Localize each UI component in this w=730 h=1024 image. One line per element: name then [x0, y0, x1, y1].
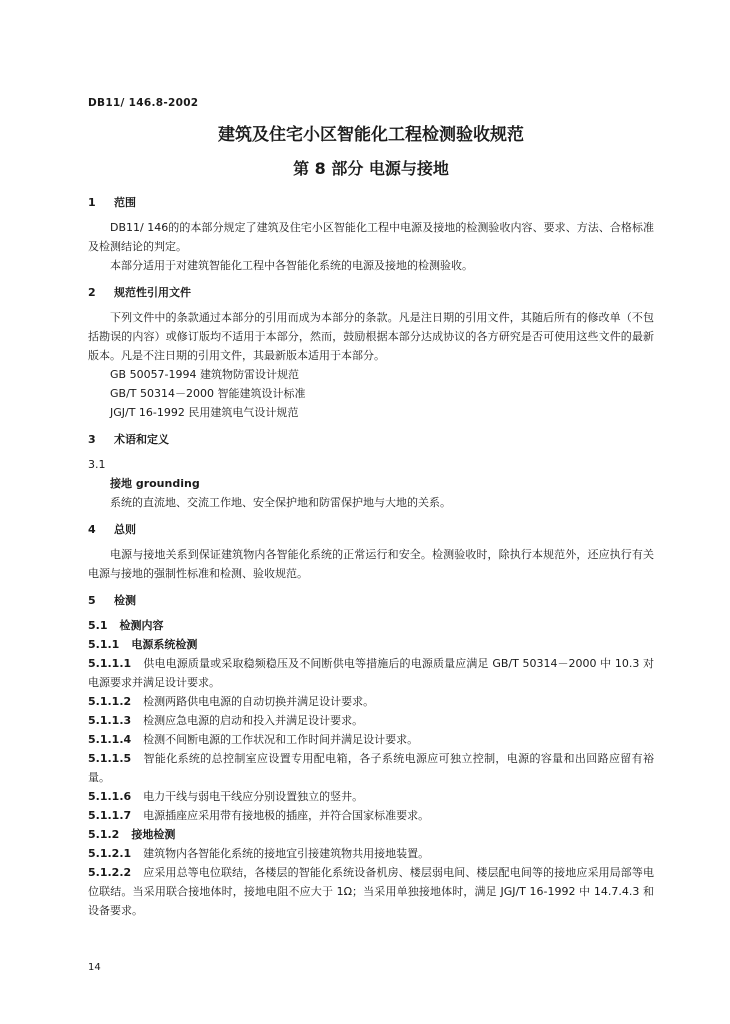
- clause-text: 供电电源质量或采取稳频稳压及不间断供电等措施后的电源质量应满足 GB/T 50314－2000 中 10.3 对电源要求并满足设计要求。: [88, 657, 654, 689]
- clause-5-1-1-1: [88, 654, 654, 692]
- section-4-heading: [88, 520, 654, 539]
- reference-item: JGJ/T 16-1992 民用建筑电气设计规范: [110, 406, 299, 419]
- section-2-heading: [88, 283, 654, 302]
- clause-5-1-2-1: [88, 844, 654, 863]
- document-code: DB11/ 146.8-2002: [88, 97, 199, 109]
- clause-5-1-1-2: [88, 692, 654, 711]
- section-number: 4: [88, 523, 96, 536]
- clause-number: 5.1.1.6: [88, 790, 132, 803]
- clause-5-1-1-6: [88, 787, 654, 806]
- clause-number: 5.1.1.4: [88, 733, 132, 746]
- section-title: 范围: [114, 196, 136, 209]
- clause-5-1-1-7: [88, 806, 654, 825]
- clause-text: 检测不间断电源的工作状况和工作时间并满足设计要求。: [143, 733, 419, 746]
- section-number: 3: [88, 433, 96, 446]
- clause-number: 5.1.2: [88, 828, 120, 841]
- section-1-paragraph-1: DB11/ 146的的本部分规定了建筑及住宅小区智能化工程中电源及接地的检测验收内容、要求、方法、合格标准及检测结论的判定。: [88, 221, 654, 253]
- section-1-heading: [88, 193, 654, 212]
- clause-number: 5.1.2.2: [88, 866, 132, 879]
- section-1-paragraph-2: 本部分适用于对建筑智能化工程中各智能化系统的电源及接地的检测验收。: [110, 259, 473, 272]
- term-name: 接地 grounding: [110, 477, 200, 490]
- page-number: 14: [88, 962, 101, 973]
- clause-title: 电源系统检测: [131, 638, 198, 651]
- section-title: 术语和定义: [114, 433, 169, 446]
- section-5-heading: [88, 591, 654, 610]
- reference-item: GB 50057-1994 建筑物防雷设计规范: [110, 368, 300, 381]
- clause-title: 接地检测: [131, 828, 176, 841]
- clause-number: 5.1.1.5: [88, 752, 132, 765]
- clause-5-1-1-3: [88, 711, 654, 730]
- document-title: 建筑及住宅小区智能化工程检测验收规范: [218, 125, 524, 145]
- section-title: 总则: [114, 523, 136, 536]
- clause-title: 检测内容: [119, 619, 164, 632]
- clause-number: 5.1.2.1: [88, 847, 132, 860]
- clause-text: 电源插座应采用带有接地极的插座，并符合国家标准要求。: [143, 809, 430, 822]
- clause-number: 5.1.1.3: [88, 714, 132, 727]
- section-3-heading: [88, 430, 654, 449]
- section-number: 5: [88, 594, 96, 607]
- clause-number: 5.1: [88, 619, 108, 632]
- section-title: 检测: [114, 594, 136, 607]
- clause-heading-5-1-2: [88, 825, 654, 844]
- clause-heading-5-1: [88, 616, 654, 635]
- clause-text: 建筑物内各智能化系统的接地宜引接建筑物共用接地装置。: [143, 847, 430, 860]
- document-subtitle: 第 8 部分 电源与接地: [293, 159, 449, 178]
- section-4-paragraph: 电源与接地关系到保证建筑物内各智能化系统的正常运行和安全。检测验收时，除执行本规范外，还应执行有关电源与接地的强制性标准和检测、验收规范。: [88, 548, 654, 580]
- reference-item: GB/T 50314－2000 智能建筑设计标准: [110, 387, 306, 400]
- term-definition: 系统的直流地、交流工作地、安全保护地和防雷保护地与大地的关系。: [110, 496, 451, 509]
- clause-text: 应采用总等电位联结，各楼层的智能化系统设备机房、楼层弱电间、楼层配电间等的接地应采用局部等电位联结。当采用联合接地体时，接地电阻不应大于 1Ω；当采用单独接地体时，满足 JGJ/T 16-1992 中 14.7.4.3 和设备要求。: [88, 866, 654, 917]
- clause-heading-5-1-1: [88, 635, 654, 654]
- clause-number: 5.1.1.2: [88, 695, 132, 708]
- clause-text: 检测两路供电电源的自动切换并满足设计要求。: [143, 695, 375, 708]
- clause-text: 检测应急电源的启动和投入并满足设计要求。: [143, 714, 364, 727]
- section-number: 1: [88, 196, 96, 209]
- section-title: 规范性引用文件: [114, 286, 191, 299]
- section-number: 2: [88, 286, 96, 299]
- clause-number: 5.1.1.7: [88, 809, 132, 822]
- clause-text: 电力干线与弱电干线应分别设置独立的竖井。: [143, 790, 364, 803]
- section-2-paragraph: 下列文件中的条款通过本部分的引用而成为本部分的条款。凡是注日期的引用文件，其随后所有的修改单（不包括勘误的内容）或修订版均不适用于本部分，然而，鼓励根据本部分达成协议的各方研究是否可使用这些文件的最新版本。凡是不注日期的引用文件，其最新版本适用于本部分。: [88, 311, 654, 362]
- clause-text: 智能化系统的总控制室应设置专用配电箱，各子系统电源应可独立控制，电源的容量和出回路应留有裕量。: [88, 752, 654, 784]
- clause-5-1-2-2: [88, 863, 654, 920]
- clause-number: 5.1.1.1: [88, 657, 132, 670]
- term-number: 3.1: [88, 458, 106, 471]
- clause-5-1-1-5: [88, 749, 654, 787]
- clause-5-1-1-4: [88, 730, 654, 749]
- clause-number: 5.1.1: [88, 638, 120, 651]
